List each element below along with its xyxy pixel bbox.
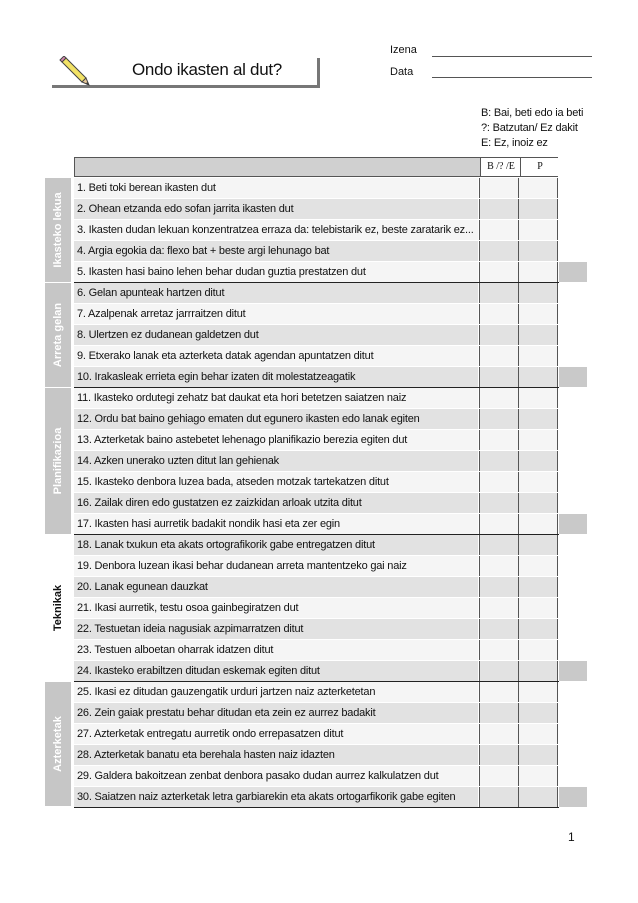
page-title: Ondo ikasten al dut? — [132, 60, 282, 79]
question-text: 17. Ikasten hasi aurretik badakit nondik hasi eta zer egin — [74, 514, 478, 534]
question-text: 12. Ordu bat baino gehiago ematen dut egunero ikasten edo lanak egiten — [74, 409, 478, 429]
answer-cell[interactable] — [479, 346, 519, 366]
answer-cell[interactable] — [479, 661, 519, 681]
table-row — [74, 367, 558, 388]
table-row — [74, 220, 558, 241]
points-cell[interactable] — [519, 682, 558, 702]
points-cell[interactable] — [519, 472, 558, 492]
points-cell[interactable] — [519, 703, 558, 723]
column-header-points: P — [520, 158, 559, 176]
table-header — [74, 157, 558, 177]
question-text: 22. Testuetan ideia nagusiak azpimarratzen ditut — [74, 619, 478, 639]
points-cell[interactable] — [519, 766, 558, 786]
table-row — [74, 787, 558, 808]
question-text: 5. Ikasten hasi baino lehen behar dudan guztia prestatzen dut — [74, 262, 478, 282]
table-row — [74, 199, 558, 220]
points-cell[interactable] — [519, 514, 558, 534]
table-row — [74, 724, 558, 745]
legend-yes: B: Bai, beti edo ia beti — [481, 107, 584, 119]
question-text: 6. Gelan apunteak hartzen ditut — [74, 283, 478, 303]
section-score-box[interactable] — [559, 262, 587, 282]
table-row — [74, 472, 558, 493]
answer-cell[interactable] — [479, 619, 519, 639]
answer-cell[interactable] — [479, 199, 519, 219]
answer-cell[interactable] — [479, 682, 519, 702]
question-text: 30. Saiatzen naiz azterketak letra garbiarekin eta akats ortogarfikorik gabe egiten — [74, 787, 478, 807]
section-ikasteko-lekua — [45, 178, 71, 282]
answer-cell[interactable] — [479, 787, 519, 807]
table-row — [74, 430, 558, 451]
question-text: 1. Beti toki berean ikasten dut — [74, 178, 478, 198]
points-cell[interactable] — [519, 178, 558, 198]
table-row — [74, 388, 558, 409]
answer-cell[interactable] — [479, 409, 519, 429]
legend-maybe: ?: Batzutan/ Ez dakit — [481, 122, 578, 134]
section-arreta-gelan — [45, 283, 71, 387]
answer-cell[interactable] — [479, 598, 519, 618]
page-number: 1 — [568, 830, 575, 844]
answer-cell[interactable] — [479, 241, 519, 261]
points-cell[interactable] — [519, 409, 558, 429]
points-cell[interactable] — [519, 283, 558, 303]
answer-cell[interactable] — [479, 514, 519, 534]
answer-cell[interactable] — [479, 283, 519, 303]
table-row — [74, 493, 558, 514]
question-text: 10. Irakasleak errieta egin behar izaten dit molestatzeagatik — [74, 367, 478, 387]
points-cell[interactable] — [519, 577, 558, 597]
pencil-icon — [56, 56, 92, 88]
table-row — [74, 661, 558, 682]
table-row — [74, 262, 558, 283]
points-cell[interactable] — [519, 787, 558, 807]
section-planifikazioa — [45, 388, 71, 534]
answer-cell[interactable] — [479, 724, 519, 744]
answer-cell[interactable] — [479, 577, 519, 597]
section-score-box[interactable] — [559, 787, 587, 807]
question-text: 13. Azterketak baino astebetet lehenago planifikazio berezia egiten dut — [74, 430, 478, 450]
question-text: 18. Lanak txukun eta akats ortografikorik gabe entregatzen ditut — [74, 535, 478, 555]
table-row — [74, 178, 558, 199]
question-text: 27. Azterketak entregatu aurretik ondo errepasatzen ditut — [74, 724, 478, 744]
question-text: 4. Argia egokia da: flexo bat + beste argi lehunago bat — [74, 241, 478, 261]
section-azterketak — [45, 682, 71, 806]
section-score-box[interactable] — [559, 514, 587, 534]
question-text: 15. Ikasteko denbora luzea bada, atseden motzak tartekatzen ditut — [74, 472, 478, 492]
question-text: 23. Testuen alboetan oharrak idatzen ditut — [74, 640, 478, 660]
answer-cell[interactable] — [479, 220, 519, 240]
table-row — [74, 577, 558, 598]
table-row — [74, 304, 558, 325]
points-cell[interactable] — [519, 220, 558, 240]
answer-cell[interactable] — [479, 367, 519, 387]
answer-cell[interactable] — [479, 472, 519, 492]
answer-cell[interactable] — [479, 178, 519, 198]
section-label: Ikasteko lekua — [52, 192, 64, 268]
table-row — [74, 325, 558, 346]
points-cell[interactable] — [519, 430, 558, 450]
answer-cell[interactable] — [479, 430, 519, 450]
points-cell[interactable] — [519, 640, 558, 660]
question-text: 24. Ikasteko erabiltzen ditudan eskemak egiten ditut — [74, 661, 478, 681]
answer-cell[interactable] — [479, 703, 519, 723]
points-cell[interactable] — [519, 325, 558, 345]
answer-cell[interactable] — [479, 745, 519, 765]
table-row — [74, 766, 558, 787]
points-cell[interactable] — [519, 304, 558, 324]
question-text: 11. Ikasteko ordutegi zehatz bat daukat eta hori betetzen saiatzen naiz — [74, 388, 478, 408]
section-label: Teknikak — [52, 584, 64, 632]
section-score-box[interactable] — [559, 661, 587, 681]
table-row — [74, 535, 558, 556]
table-row — [74, 283, 558, 304]
answer-cell[interactable] — [479, 451, 519, 471]
points-cell[interactable] — [519, 346, 558, 366]
section-total-line — [479, 807, 559, 808]
answer-cell[interactable] — [479, 535, 519, 555]
table-row — [74, 451, 558, 472]
points-cell[interactable] — [519, 661, 558, 681]
table-row — [74, 514, 558, 535]
table-row — [74, 682, 558, 703]
question-text: 21. Ikasi aurretik, testu osoa gainbegiratzen dut — [74, 598, 478, 618]
section-label: Arreta gelan — [52, 302, 64, 368]
points-cell[interactable] — [519, 556, 558, 576]
answer-cell[interactable] — [479, 766, 519, 786]
date-field[interactable] — [432, 77, 592, 78]
answer-cell[interactable] — [479, 493, 519, 513]
section-score-box[interactable] — [559, 367, 587, 387]
section-teknikak — [45, 535, 71, 681]
question-text: 16. Zailak diren edo gustatzen ez zaizkidan arloak utzita ditut — [74, 493, 478, 513]
table-row — [74, 409, 558, 430]
points-cell[interactable] — [519, 388, 558, 408]
name-field[interactable] — [432, 56, 592, 57]
points-cell[interactable] — [519, 262, 558, 282]
table-row — [74, 556, 558, 577]
points-cell[interactable] — [519, 241, 558, 261]
table-row — [74, 346, 558, 367]
question-text: 9. Etxerako lanak eta azterketa datak agendan apuntatzen ditut — [74, 346, 478, 366]
section-label: Planifikazioa — [52, 427, 64, 495]
points-cell[interactable] — [519, 451, 558, 471]
table-row — [74, 703, 558, 724]
answer-cell[interactable] — [479, 640, 519, 660]
answer-cell[interactable] — [479, 325, 519, 345]
points-cell[interactable] — [519, 598, 558, 618]
table-row — [74, 241, 558, 262]
points-cell[interactable] — [519, 724, 558, 744]
table-row — [74, 745, 558, 766]
question-text: 28. Azterketak banatu eta berehala hasten naiz idazten — [74, 745, 478, 765]
points-cell[interactable] — [519, 199, 558, 219]
table-row — [74, 598, 558, 619]
points-cell[interactable] — [519, 745, 558, 765]
legend-no: E: Ez, inoiz ez — [481, 137, 548, 149]
name-label: Izena — [390, 44, 417, 56]
table-row — [74, 640, 558, 661]
column-header-answer: B /? /E — [480, 158, 521, 176]
question-text: 14. Azken unerako uzten ditut lan gehienak — [74, 451, 478, 471]
question-text: 2. Ohean etzanda edo sofan jarrita ikasten dut — [74, 199, 478, 219]
points-cell[interactable] — [519, 367, 558, 387]
date-label: Data — [390, 66, 414, 78]
question-text: 29. Galdera bakoitzean zenbat denbora pasako dudan aurrez kalkulatzen dut — [74, 766, 478, 786]
answer-cell[interactable] — [479, 556, 519, 576]
points-cell[interactable] — [519, 535, 558, 555]
question-text: 8. Ulertzen ez dudanean galdetzen dut — [74, 325, 478, 345]
question-text: 19. Denbora luzean ikasi behar dudanean arreta mantentzeko gai naiz — [74, 556, 478, 576]
table-row — [74, 619, 558, 640]
answer-cell[interactable] — [479, 388, 519, 408]
question-text: 25. Ikasi ez ditudan gauzengatik urduri jartzen naiz azterketetan — [74, 682, 478, 702]
section-label: Azterketak — [52, 716, 64, 772]
question-text: 7. Azalpenak arretaz jarrraitzen ditut — [74, 304, 478, 324]
answer-cell[interactable] — [479, 304, 519, 324]
question-text: 26. Zein gaiak prestatu behar ditudan eta zein ez aurrez badakit — [74, 703, 478, 723]
points-cell[interactable] — [519, 619, 558, 639]
points-cell[interactable] — [519, 493, 558, 513]
question-text: 3. Ikasten dudan lekuan konzentratzea erraza da: telebistarik ez, beste zaratarik ez... — [74, 220, 478, 240]
answer-cell[interactable] — [479, 262, 519, 282]
question-text: 20. Lanak egunean dauzkat — [74, 577, 478, 597]
